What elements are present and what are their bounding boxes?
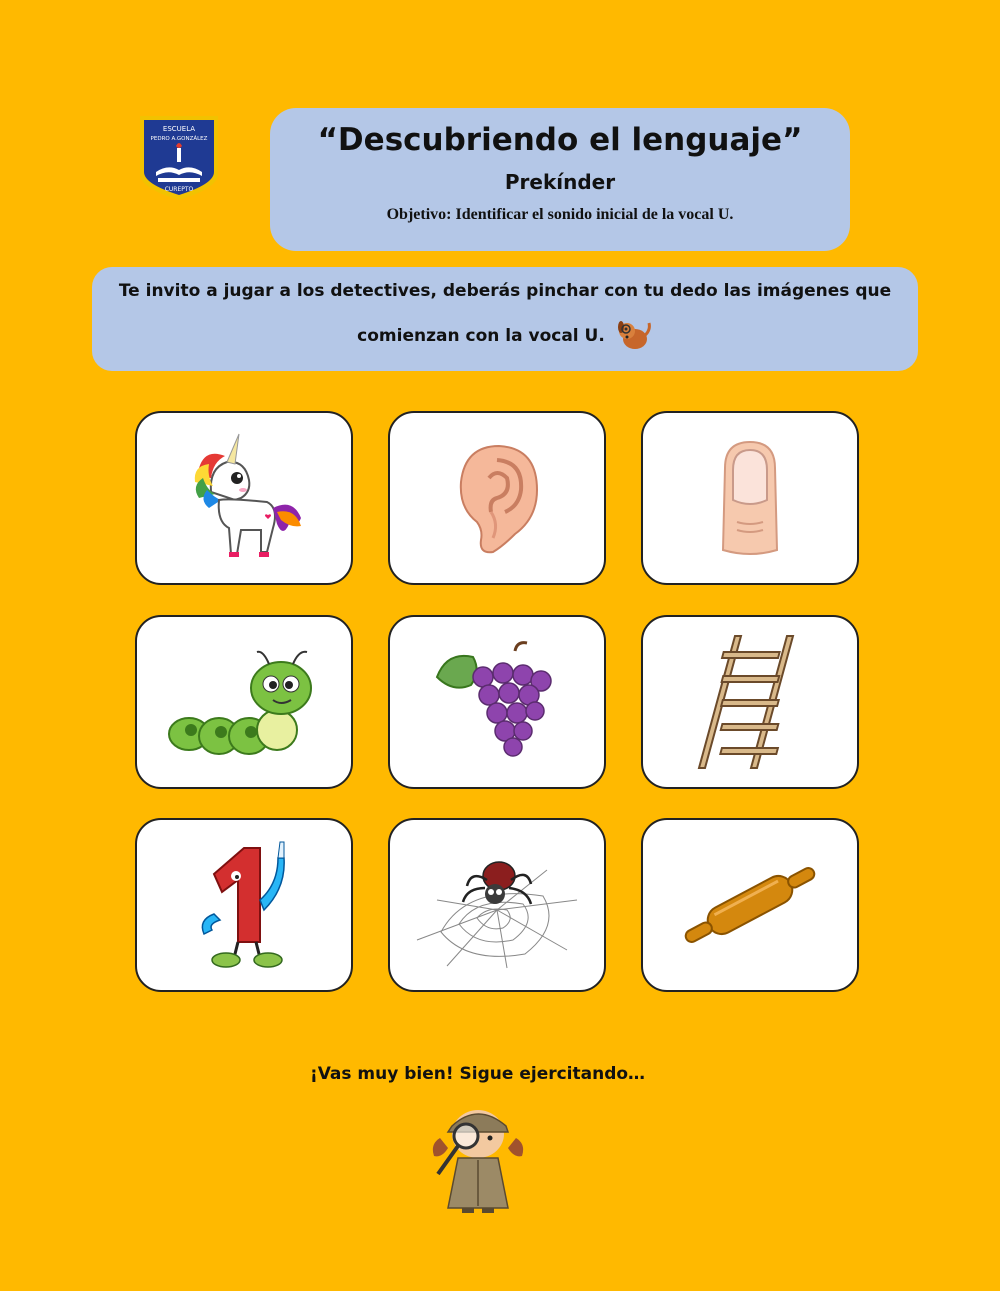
- ear-icon: [437, 438, 557, 558]
- page-subtitle: Prekínder: [504, 170, 616, 194]
- fingernail-icon: [715, 438, 785, 558]
- instructions-line-2: comienzan con la vocal U.: [357, 326, 605, 346]
- unicorn-icon: [169, 428, 319, 568]
- detective-girl-icon: [424, 1104, 532, 1214]
- school-crest-icon: [138, 114, 220, 202]
- page-title: “Descubriendo el lenguaje”: [317, 122, 803, 158]
- header-panel: [270, 108, 850, 251]
- grapes-icon: [427, 637, 567, 767]
- objective-text: Objetivo: Identificar el sonido inicial de la vocal U.: [386, 206, 734, 223]
- card-ear[interactable]: [388, 411, 606, 585]
- card-rolling-pin[interactable]: [641, 818, 859, 992]
- card-spider-web[interactable]: [388, 818, 606, 992]
- spider-web-icon: [407, 840, 587, 970]
- card-caterpillar[interactable]: [135, 615, 353, 789]
- ladder-icon: [695, 632, 805, 772]
- rolling-pin-icon: [670, 855, 830, 955]
- caterpillar-icon: [159, 642, 329, 762]
- card-ladder[interactable]: [641, 615, 859, 789]
- number-one-icon: [194, 840, 294, 970]
- card-unicorn[interactable]: [135, 411, 353, 585]
- logo-top-text: ESCUELA: [162, 125, 196, 133]
- encouragement-message: ¡Vas muy bien! Sigue ejercitando…: [309, 1064, 646, 1084]
- school-logo: [138, 114, 220, 202]
- logo-arc-text: PEDRO A.GONZÁLEZ: [150, 136, 208, 142]
- card-number-one[interactable]: [135, 818, 353, 992]
- logo-bottom-text: CUREPTO: [164, 186, 194, 193]
- card-grapes[interactable]: [388, 615, 606, 789]
- instructions-panel: [92, 267, 918, 371]
- detective-dog-icon: [613, 317, 653, 355]
- instructions-line-1: Te invito a jugar a los detectives, deberás pinchar con tu dedo las imágenes que: [118, 281, 892, 301]
- card-fingernail[interactable]: [641, 411, 859, 585]
